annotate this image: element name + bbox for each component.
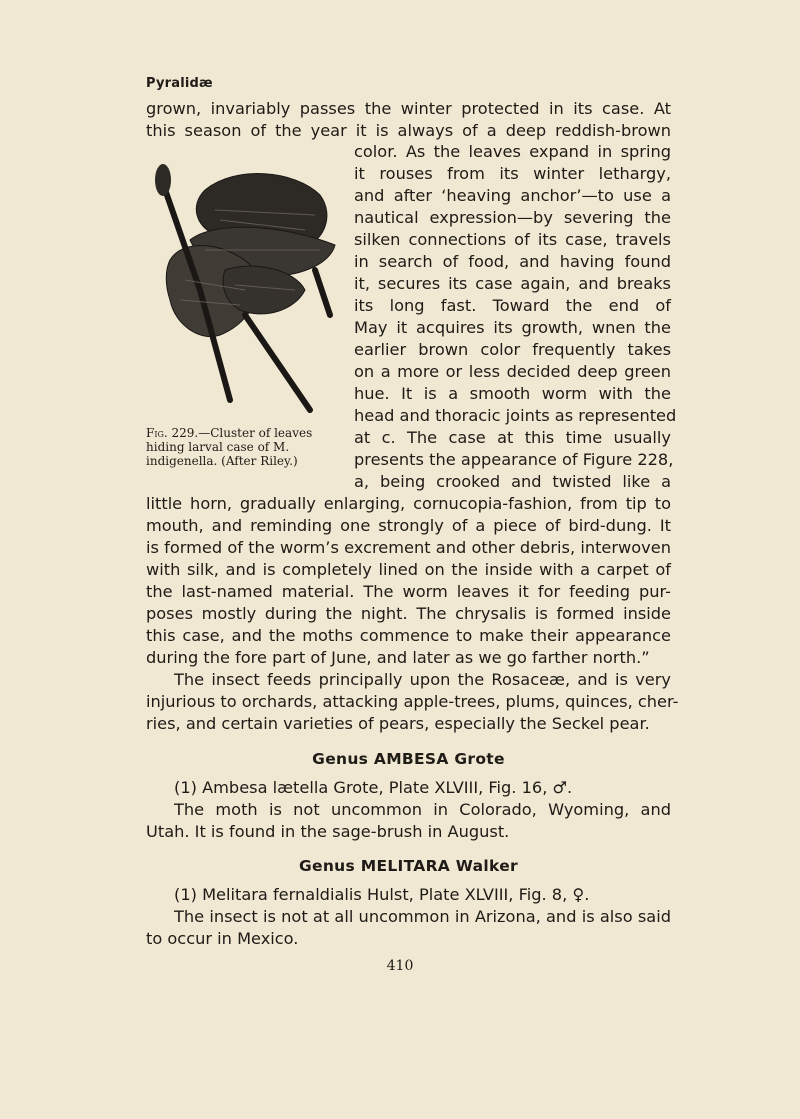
text-line: presents the appearance of Figure 228, bbox=[354, 450, 674, 469]
figure-number: Fig. 229. bbox=[146, 426, 199, 440]
genus-heading-ambesa: Genus AMBESA Grote bbox=[312, 750, 505, 768]
text-line: it rouses from its winter lethargy, bbox=[354, 164, 671, 183]
text-line: on a more or less decided deep green bbox=[354, 362, 671, 381]
text-line: the last-named material. The worm leaves it for feeding pur- bbox=[146, 582, 671, 601]
species-entry-melitara: (1) Melitara fernaldialis Hulst, Plate XLVIII, Fig. 8, ♀. bbox=[174, 885, 590, 904]
text-line: and after ‘heaving anchor’—to use a bbox=[354, 186, 671, 205]
text-line: May it acquires its growth, wnen the bbox=[354, 318, 671, 337]
text-line: mouth, and reminding one strongly of a piece of bird-dung. It bbox=[146, 516, 671, 535]
figure-caption-text: —Cluster of leaves hiding larval case of M. indigenella. (After Riley.) bbox=[146, 426, 313, 468]
text-line: to occur in Mexico. bbox=[146, 929, 299, 948]
text-line: its long fast. Toward the end of bbox=[354, 296, 671, 315]
text-line: The moth is not uncommon in Colorado, Wyoming, and bbox=[174, 800, 671, 819]
text-line: hue. It is a smooth worm with the bbox=[354, 384, 671, 403]
leaf-cluster-illustration bbox=[145, 150, 350, 425]
text-line: little horn, gradually enlarging, cornucopia-fashion, from tip to bbox=[146, 494, 671, 513]
text-line: head and thoracic joints as represented bbox=[354, 406, 677, 425]
text-line: injurious to orchards, attacking apple-trees, plums, quinces, cher- bbox=[146, 692, 679, 711]
text-line: with silk, and is completely lined on the inside with a carpet of bbox=[146, 560, 671, 579]
page-number: 410 bbox=[386, 958, 414, 974]
text-line: a, being crooked and twisted like a bbox=[354, 472, 671, 491]
text-line: it, secures its case again, and breaks bbox=[354, 274, 671, 293]
text-line: this case, and the moths commence to make their appearance bbox=[146, 626, 671, 645]
running-head: Pyralidæ bbox=[146, 76, 213, 91]
text-line: Utah. It is found in the sage-brush in August. bbox=[146, 822, 510, 841]
text-line: The insect feeds principally upon the Rosaceæ, and is very bbox=[174, 670, 671, 689]
text-line: ries, and certain varieties of pears, especially the Seckel pear. bbox=[146, 714, 650, 733]
text-line: color. As the leaves expand in spring bbox=[354, 142, 671, 161]
text-line: this season of the year it is always of a deep reddish-brown bbox=[146, 121, 671, 140]
text-line: earlier brown color frequently takes bbox=[354, 340, 671, 359]
genus-heading-melitara: Genus MELITARA Walker bbox=[299, 857, 518, 875]
text-line: is formed of the worm’s excrement and other debris, interwoven bbox=[146, 538, 671, 557]
text-line: in search of food, and having found bbox=[354, 252, 671, 271]
text-line: at c. The case at this time usually bbox=[354, 428, 671, 447]
text-line: poses mostly during the night. The chrysalis is formed inside bbox=[146, 604, 671, 623]
text-line: The insect is not at all uncommon in Arizona, and is also said bbox=[174, 907, 671, 926]
text-line: grown, invariably passes the winter protected in its case. At bbox=[146, 99, 671, 118]
text-line: during the fore part of June, and later as we go farther north.” bbox=[146, 648, 650, 667]
text-line: nautical expression—by severing the bbox=[354, 208, 671, 227]
text-line: silken connections of its case, travels bbox=[354, 230, 671, 249]
species-entry-ambesa: (1) Ambesa lætella Grote, Plate XLVIII, Fig. 16, ♂. bbox=[174, 778, 573, 797]
figure-caption bbox=[146, 426, 346, 468]
